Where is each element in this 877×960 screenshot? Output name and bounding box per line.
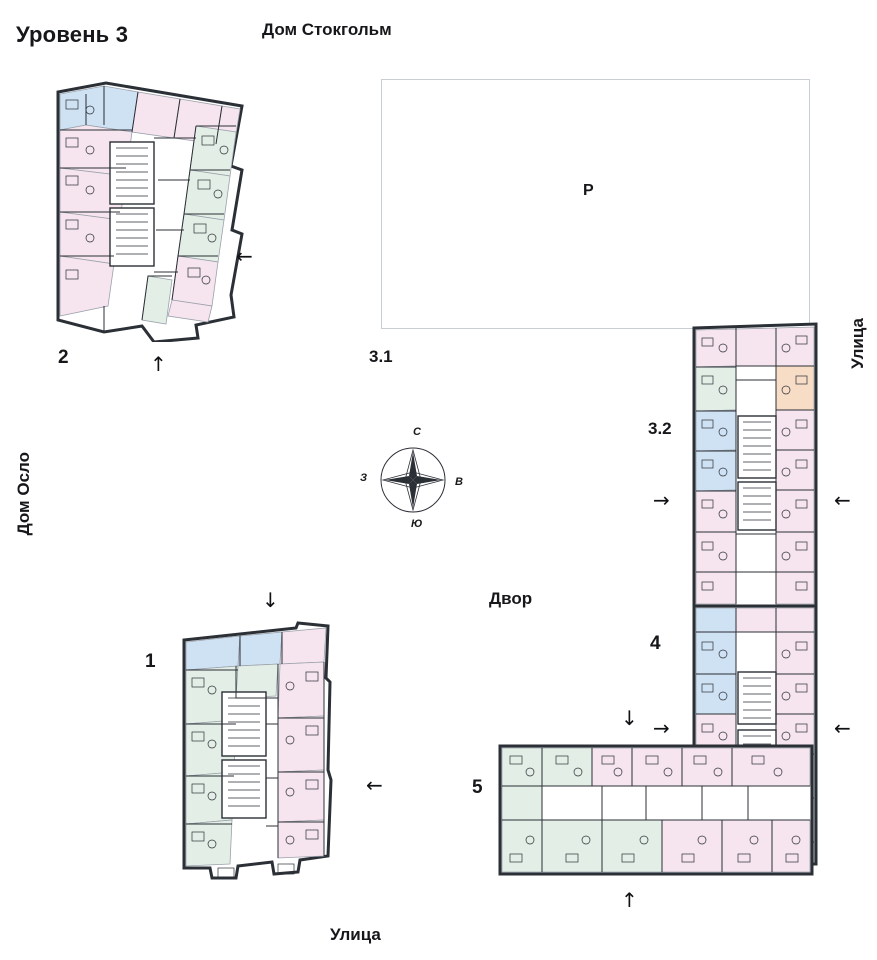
arrow-section-1-down: ↓ bbox=[262, 588, 279, 612]
section-label-3-1[interactable]: 3.1 bbox=[369, 347, 393, 366]
section-label-4[interactable]: 4 bbox=[650, 633, 661, 654]
label-house-stockholm: Дом Стокгольм bbox=[262, 20, 392, 39]
section-label-5[interactable]: 5 bbox=[472, 777, 483, 798]
compass-east-label: В bbox=[455, 476, 463, 488]
arrow-section-2-left: ← bbox=[236, 244, 253, 268]
arrow-section-32-right: → bbox=[653, 488, 670, 512]
compass-west-label: З bbox=[360, 472, 368, 484]
building-section-3-2[interactable] bbox=[690, 320, 820, 610]
section-label-3-2[interactable]: 3.2 bbox=[648, 419, 672, 438]
parking-area bbox=[381, 79, 810, 329]
arrow-section-4-down: ↓ bbox=[621, 706, 638, 730]
label-house-oslo: Дом Осло bbox=[14, 452, 33, 536]
label-yard: Двор bbox=[489, 589, 533, 608]
page-title: Уровень 3 bbox=[16, 22, 129, 47]
arrow-section-2-up: ↑ bbox=[150, 352, 167, 376]
arrow-section-4-right: → bbox=[653, 716, 670, 740]
building-section-1[interactable] bbox=[178, 620, 334, 882]
label-street-right: Улица bbox=[848, 318, 867, 369]
arrow-section-5-up: ↑ bbox=[621, 888, 638, 912]
arrow-section-32-left: ← bbox=[834, 488, 851, 512]
building-section-2[interactable] bbox=[46, 80, 246, 342]
section-label-2[interactable]: 2 bbox=[58, 347, 69, 368]
label-street-bottom: Улица bbox=[330, 925, 381, 944]
arrow-section-1-left: ← bbox=[366, 773, 383, 797]
building-section-5[interactable] bbox=[496, 742, 816, 878]
arrow-section-4-left: ← bbox=[834, 716, 851, 740]
section-label-1[interactable]: 1 bbox=[145, 651, 156, 672]
compass-rose bbox=[360, 426, 463, 530]
compass-north-label: С bbox=[413, 426, 421, 438]
compass-south-label: Ю bbox=[411, 518, 423, 530]
parking-label: Р bbox=[583, 182, 594, 199]
